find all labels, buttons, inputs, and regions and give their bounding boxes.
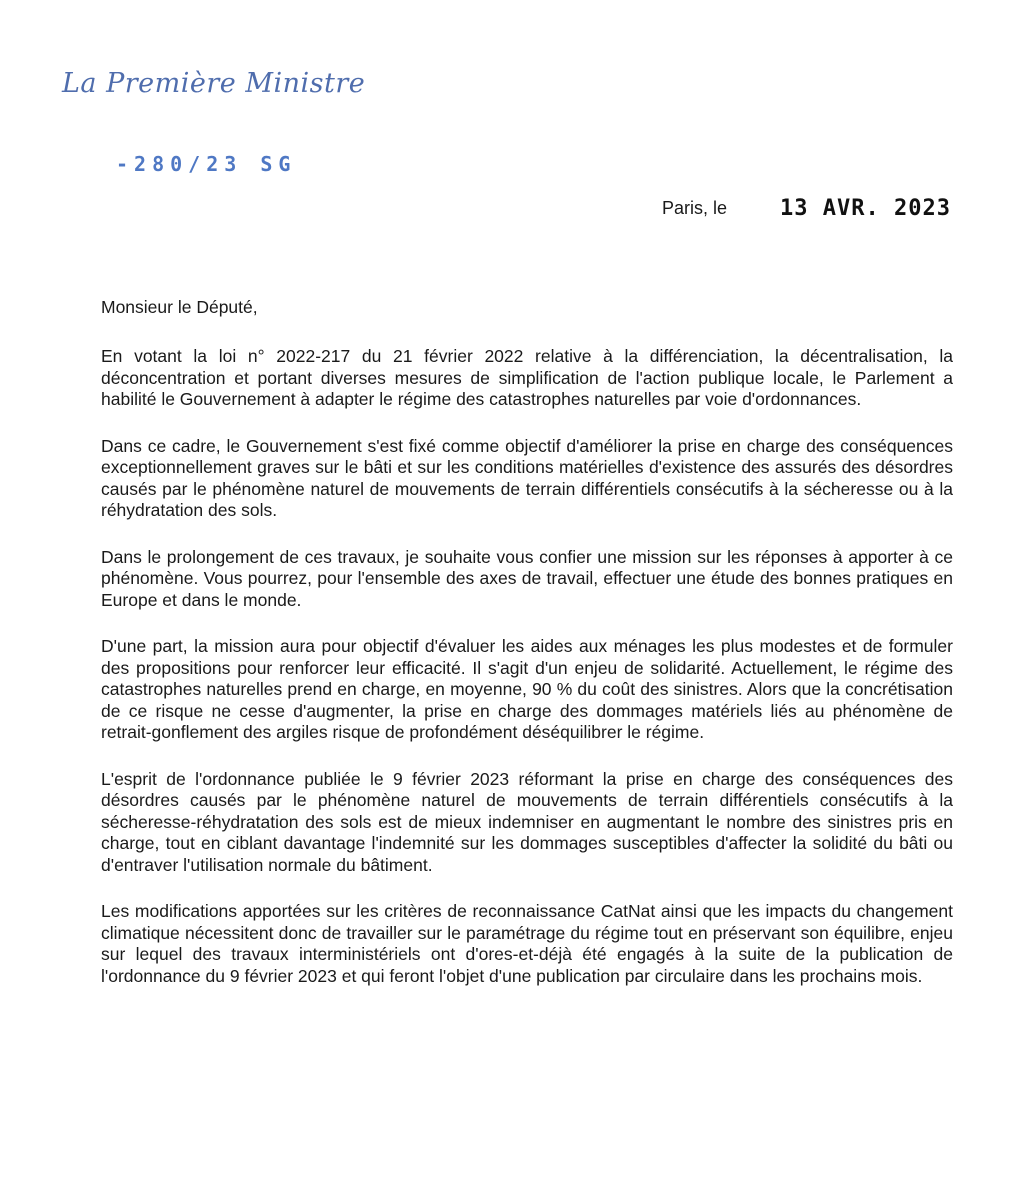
date-line <box>662 196 951 221</box>
reference-stamp: -280/23 SG <box>116 152 297 176</box>
paragraph: Les modifications apportées sur les critères de reconnaissance CatNat ainsi que les impacts du changement climatique nécessitent donc de travailler sur le paramétrage du régime tout en préservant son équilibre, enjeu sur lequel des travaux interministériels ont d'ores-et-déjà été engagés à la suite de la publication de l'ordonnance du 9 février 2023 et qui feront l'objet d'une publication par circulaire dans les prochains mois. <box>101 901 953 986</box>
paragraph: D'une part, la mission aura pour objectif d'évaluer les aides aux ménages les plus modestes et de formuler des propositions pour renforcer leur efficacité. Il s'agit d'un enjeu de solidarité. Actuellement, le régime des catastrophes naturelles prend en charge, en moyenne, 90 % du coût des sinistres. Alors que la concrétisation de ce risque ne cesse d'augmenter, la prise en charge des dommages matériels liés au phénomène de retrait-gonflement des argiles risque de profondément déséquilibrer le régime. <box>101 636 953 742</box>
paragraph: L'esprit de l'ordonnance publiée le 9 février 2023 réformant la prise en charge des conséquences des désordres causés par le phénomène naturel de mouvements de terrain différentiels consécutifs à la sécheresse-réhydratation des sols est de mieux indemniser en augmentant le nombre des sinistres pris en charge, tout en ciblant davantage l'indemnité sur les dommages susceptibles d'affecter la solidité du bâti ou d'entraver l'utilisation normale du bâtiment. <box>101 768 953 875</box>
paragraph: Dans ce cadre, le Gouvernement s'est fixé comme objectif d'améliorer la prise en charge des conséquences exceptionnellement graves sur le bâti et sur les conditions matérielles d'existence des assurés des désordres causés par le phénomène naturel de mouvements de terrain différentiels consécutifs à la sécheresse ou à la réhydratation des sols. <box>101 435 953 520</box>
paragraph: Dans le prolongement de ces travaux, je souhaite vous confier une mission sur les réponses à apporter à ce phénomène. Vous pourrez, pour l'ensemble des axes de travail, effectuer une étude des bonnes pratiques en Europe et dans le monde. <box>101 546 953 610</box>
date-stamp: 13 AVR. 2023 <box>780 196 951 221</box>
date-city: Paris, le <box>662 198 728 218</box>
salutation: Monsieur le Député, <box>101 297 258 317</box>
letter-body <box>101 346 953 1012</box>
paragraph: En votant la loi n° 2022-217 du 21 février 2022 relative à la différenciation, la décentralisation, la déconcentration et portant diverses mesures de simplification de l'action publique locale, le Parlement a habilité le Gouvernement à adapter le régime des catastrophes naturelles par voie d'ordonnances. <box>101 346 953 409</box>
letterhead: La Première Ministre <box>62 68 366 99</box>
